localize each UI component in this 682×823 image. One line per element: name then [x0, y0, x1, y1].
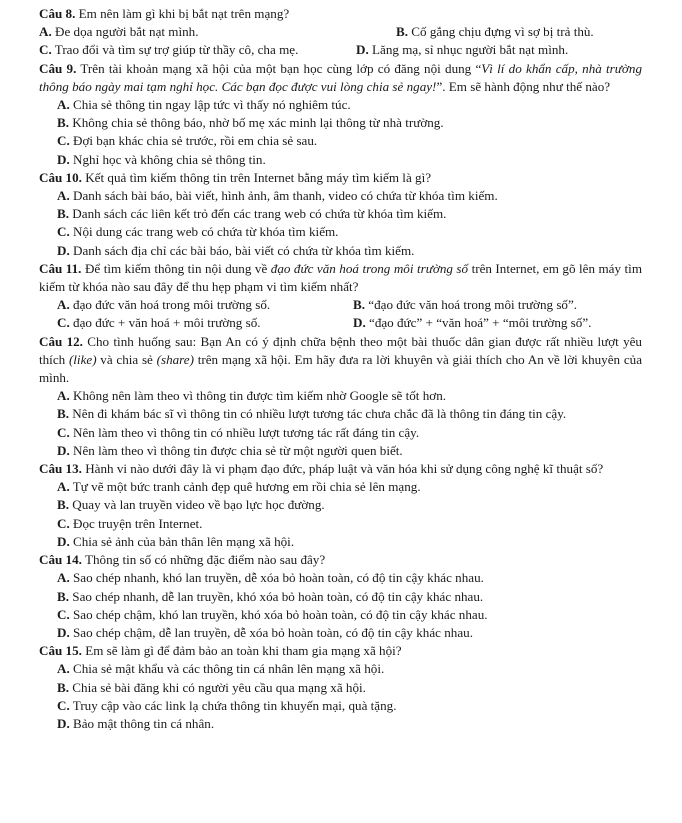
option-a[interactable] [39, 660, 642, 678]
option-b[interactable] [39, 588, 642, 606]
question-12 [39, 333, 642, 460]
question-9 [39, 60, 642, 169]
option-text: Chia sẻ mật khẩu và các thông tin cá nhân lên mạng xã hội. [73, 661, 385, 677]
option-letter: D. [57, 151, 70, 167]
share-term: (share) [156, 351, 194, 367]
question-text-end: trên mạng xã hội. Em hãy đưa ra lời khuyên và giải thích cho An về lời khuyên của mình. [39, 351, 643, 386]
option-letter: A. [57, 570, 70, 586]
option-b[interactable] [39, 405, 642, 423]
option-text: Đọc truyện trên Internet. [73, 515, 203, 531]
question-8 [39, 5, 642, 60]
option-letter: D. [356, 42, 369, 58]
option-letter: B. [57, 497, 70, 513]
option-a[interactable] [39, 387, 642, 405]
option-text: “đạo đức” + “văn hoá” + “môi trường số”. [369, 315, 592, 331]
question-text: Kết quả tìm kiếm thông tin trên Internet bằng máy tìm kiếm là gì? [85, 169, 432, 185]
option-letter: B. [57, 206, 70, 222]
question-11 [39, 260, 642, 333]
option-text: “đạo đức văn hoá trong môi trường số”. [368, 297, 578, 313]
question-10 [39, 169, 642, 260]
question-number: Câu 14. [39, 552, 82, 568]
option-b[interactable] [353, 296, 577, 314]
option-b[interactable] [349, 23, 594, 41]
question-13 [39, 460, 642, 551]
options-row [39, 41, 642, 59]
option-letter: D. [353, 315, 366, 331]
option-letter: C. [57, 315, 70, 331]
question-number: Câu 11. [39, 260, 82, 276]
question-stem [39, 333, 642, 388]
option-letter: A. [57, 188, 70, 204]
option-letter: B. [396, 24, 409, 40]
question-number: Câu 13. [39, 461, 82, 477]
option-letter: D. [57, 533, 70, 549]
option-text: Tự vẽ một bức tranh cảnh đẹp quê hương em rồi chia sẻ lên mạng. [72, 479, 421, 495]
option-text: Nghỉ học và không chia sẻ thông tin. [73, 151, 266, 167]
option-text: Nên đi khám bác sĩ vì thông tin có nhiều lượt tương tác chưa chắc đã là thông tin đáng tin cậy. [72, 406, 567, 422]
question-14 [39, 551, 642, 642]
question-text: Trên tài khoản mạng xã hội của một bạn học cùng lớp có đăng nội dung “ [80, 60, 482, 76]
question-text-end: trên Internet, em gõ lên máy tìm kiếm từ khóa nào sau đây để thu hẹp phạm vi tìm kiếm nhất? [39, 260, 642, 295]
option-text: đạo đức văn hoá trong môi trường số. [73, 297, 271, 313]
option-d[interactable] [39, 624, 642, 642]
option-a[interactable] [57, 296, 353, 314]
option-b[interactable] [39, 496, 642, 514]
option-b[interactable] [39, 205, 642, 223]
option-letter: D. [57, 442, 70, 458]
option-c[interactable] [39, 697, 642, 715]
option-text: Danh sách các liên kết trỏ đến các trang web có chứa từ khóa tìm kiếm. [72, 206, 447, 222]
option-letter: A. [57, 388, 70, 404]
question-stem [39, 551, 642, 569]
question-stem [39, 60, 642, 96]
question-number: Câu 12. [39, 333, 83, 349]
option-text: Không nên làm theo vì thông tin được tìm kiếm nhờ Google sẽ tốt hơn. [73, 388, 447, 404]
option-a[interactable] [39, 187, 642, 205]
option-text: Chia sẻ ảnh của bản thân lên mạng xã hội. [73, 533, 295, 549]
option-text: Sao chép chậm, dễ lan truyền, dễ xóa bỏ hoàn toàn, có độ tin cậy khác nhau. [73, 624, 473, 640]
option-letter: A. [57, 97, 70, 113]
option-c[interactable] [57, 314, 353, 332]
option-letter: A. [57, 479, 70, 495]
option-text: Sao chép nhanh, khó lan truyền, dễ xóa bỏ hoàn toàn, có độ tin cậy khác nhau. [73, 570, 484, 586]
option-letter: B. [353, 297, 366, 313]
question-text: Em sẽ làm gì để đảm bảo an toàn khi tham gia mạng xã hội? [85, 643, 402, 659]
option-text: Chia sẻ bài đăng khi có người yêu cầu qua mạng xã hội. [72, 679, 366, 695]
option-b[interactable] [39, 114, 642, 132]
option-text: Nên làm theo vì thông tin được chia sẻ từ một người quen biết. [73, 442, 403, 458]
options-row [39, 314, 642, 332]
option-letter: B. [57, 679, 70, 695]
question-text: Em nên làm gì khi bị bắt nạt trên mạng? [78, 6, 290, 21]
question-stem [39, 642, 642, 660]
option-d[interactable] [349, 41, 568, 59]
option-c[interactable] [39, 424, 642, 442]
question-number: Câu 8. [39, 6, 76, 21]
option-text: Chia sẻ thông tin ngay lập tức vì thấy nó nghiêm túc. [73, 97, 351, 113]
option-text: Nên làm theo vì thông tin có nhiều lượt tương tác rất đáng tin cậy. [73, 424, 420, 440]
question-text: Để tìm kiếm thông tin nội dung về [84, 260, 271, 276]
question-text: Cho tình huống sau: Bạn An có ý định chữa bệnh theo một bài thuốc dân gian được rất nhiều lượt yêu thích [39, 333, 642, 367]
option-letter: C. [57, 697, 70, 713]
option-c[interactable] [39, 223, 642, 241]
option-text: Trao đổi và tìm sự trợ giúp từ thầy cô, cha mẹ. [54, 42, 299, 58]
option-a[interactable] [39, 23, 349, 41]
question-stem [39, 260, 642, 296]
option-a[interactable] [39, 96, 642, 114]
option-letter: D. [57, 624, 70, 640]
question-text-end: ”. Em sẽ hành động như thế nào? [436, 78, 611, 94]
option-letter: C. [57, 224, 70, 240]
option-letter: A. [57, 661, 70, 677]
option-letter: C. [57, 606, 70, 622]
option-letter: D. [57, 242, 70, 258]
option-text: Quay và lan truyền video về bạo lực học đường. [72, 497, 325, 513]
option-letter: C. [57, 424, 70, 440]
question-text: Thông tin số có những đặc điểm nào sau đây? [84, 552, 326, 568]
option-text: Không chia sẻ thông báo, nhờ bố mẹ xác minh lại thông từ nhà trường. [72, 115, 444, 131]
question-text: Hành vi nào dưới đây là vi phạm đạo đức, pháp luật và văn hóa khi sử dụng công nghệ kĩ thuật số? [85, 461, 604, 477]
question-stem [39, 169, 642, 187]
option-d[interactable] [353, 314, 591, 332]
option-letter: D. [57, 715, 70, 731]
option-letter: A. [57, 297, 70, 313]
question-number: Câu 10. [39, 169, 82, 185]
option-a[interactable] [39, 478, 642, 496]
options-row [39, 296, 642, 314]
option-d[interactable] [39, 442, 642, 460]
option-text: Đe dọa người bắt nạt mình. [55, 24, 199, 40]
quoted-post-text: Vì lí do khẩn cấp, nhà trường thông báo ngày mai tạm nghỉ học. Các bạn đọc được vui lòng chia sẻ ngay! [39, 60, 642, 94]
option-letter: B. [57, 588, 70, 604]
option-text: Danh sách địa chỉ các bài báo, bài viết có chứa từ khóa tìm kiếm. [73, 242, 415, 258]
question-number: Câu 9. [39, 60, 77, 76]
option-d[interactable] [39, 151, 642, 169]
option-text: Đợi bạn khác chia sẻ trước, rồi em chia sẻ sau. [73, 133, 318, 149]
option-d[interactable] [39, 715, 642, 733]
question-number: Câu 15. [39, 643, 82, 659]
option-text: Lăng mạ, sỉ nhục người bắt nạt mình. [372, 42, 569, 58]
option-letter: A. [39, 24, 52, 40]
option-c[interactable] [39, 606, 642, 624]
option-letter: C. [39, 42, 52, 58]
option-c[interactable] [39, 41, 349, 59]
option-text: Truy cập vào các link lạ chứa thông tin khuyến mại, quà tặng. [72, 697, 397, 713]
option-letter: C. [57, 515, 70, 531]
option-text: Danh sách bài báo, bài viết, hình ảnh, âm thanh, video có chứa từ khóa tìm kiếm. [73, 188, 498, 204]
options-row [39, 23, 642, 41]
option-text: Sao chép chậm, khó lan truyền, khó xóa bỏ hoàn toàn, có độ tin cậy khác nhau. [73, 606, 488, 622]
option-text: đạo đức + văn hoá + môi trường số. [73, 315, 261, 331]
option-d[interactable] [39, 533, 642, 551]
option-text: Bảo mật thông tin cá nhân. [73, 715, 215, 731]
option-text: Sao chép nhanh, dễ lan truyền, khó xóa bỏ hoàn toàn, có độ tin cậy khác nhau. [72, 588, 484, 604]
option-letter: B. [57, 115, 70, 131]
option-c[interactable] [39, 515, 642, 533]
question-stem [39, 460, 642, 478]
option-d[interactable] [39, 242, 642, 260]
option-text: Cố gắng chịu đựng vì sợ bị trả thù. [411, 24, 594, 40]
question-text-mid: và chia sẻ [96, 351, 157, 367]
search-topic-text: đạo đức văn hoá trong môi trường số [270, 260, 469, 276]
option-b[interactable] [39, 679, 642, 697]
option-letter: C. [57, 133, 70, 149]
option-c[interactable] [39, 132, 642, 150]
option-text: Nội dung các trang web có chứa từ khóa tìm kiếm. [73, 224, 339, 240]
question-15 [39, 642, 642, 733]
like-term: (like) [68, 351, 97, 367]
question-stem [39, 5, 642, 23]
option-letter: B. [57, 406, 70, 422]
option-a[interactable] [39, 569, 642, 587]
